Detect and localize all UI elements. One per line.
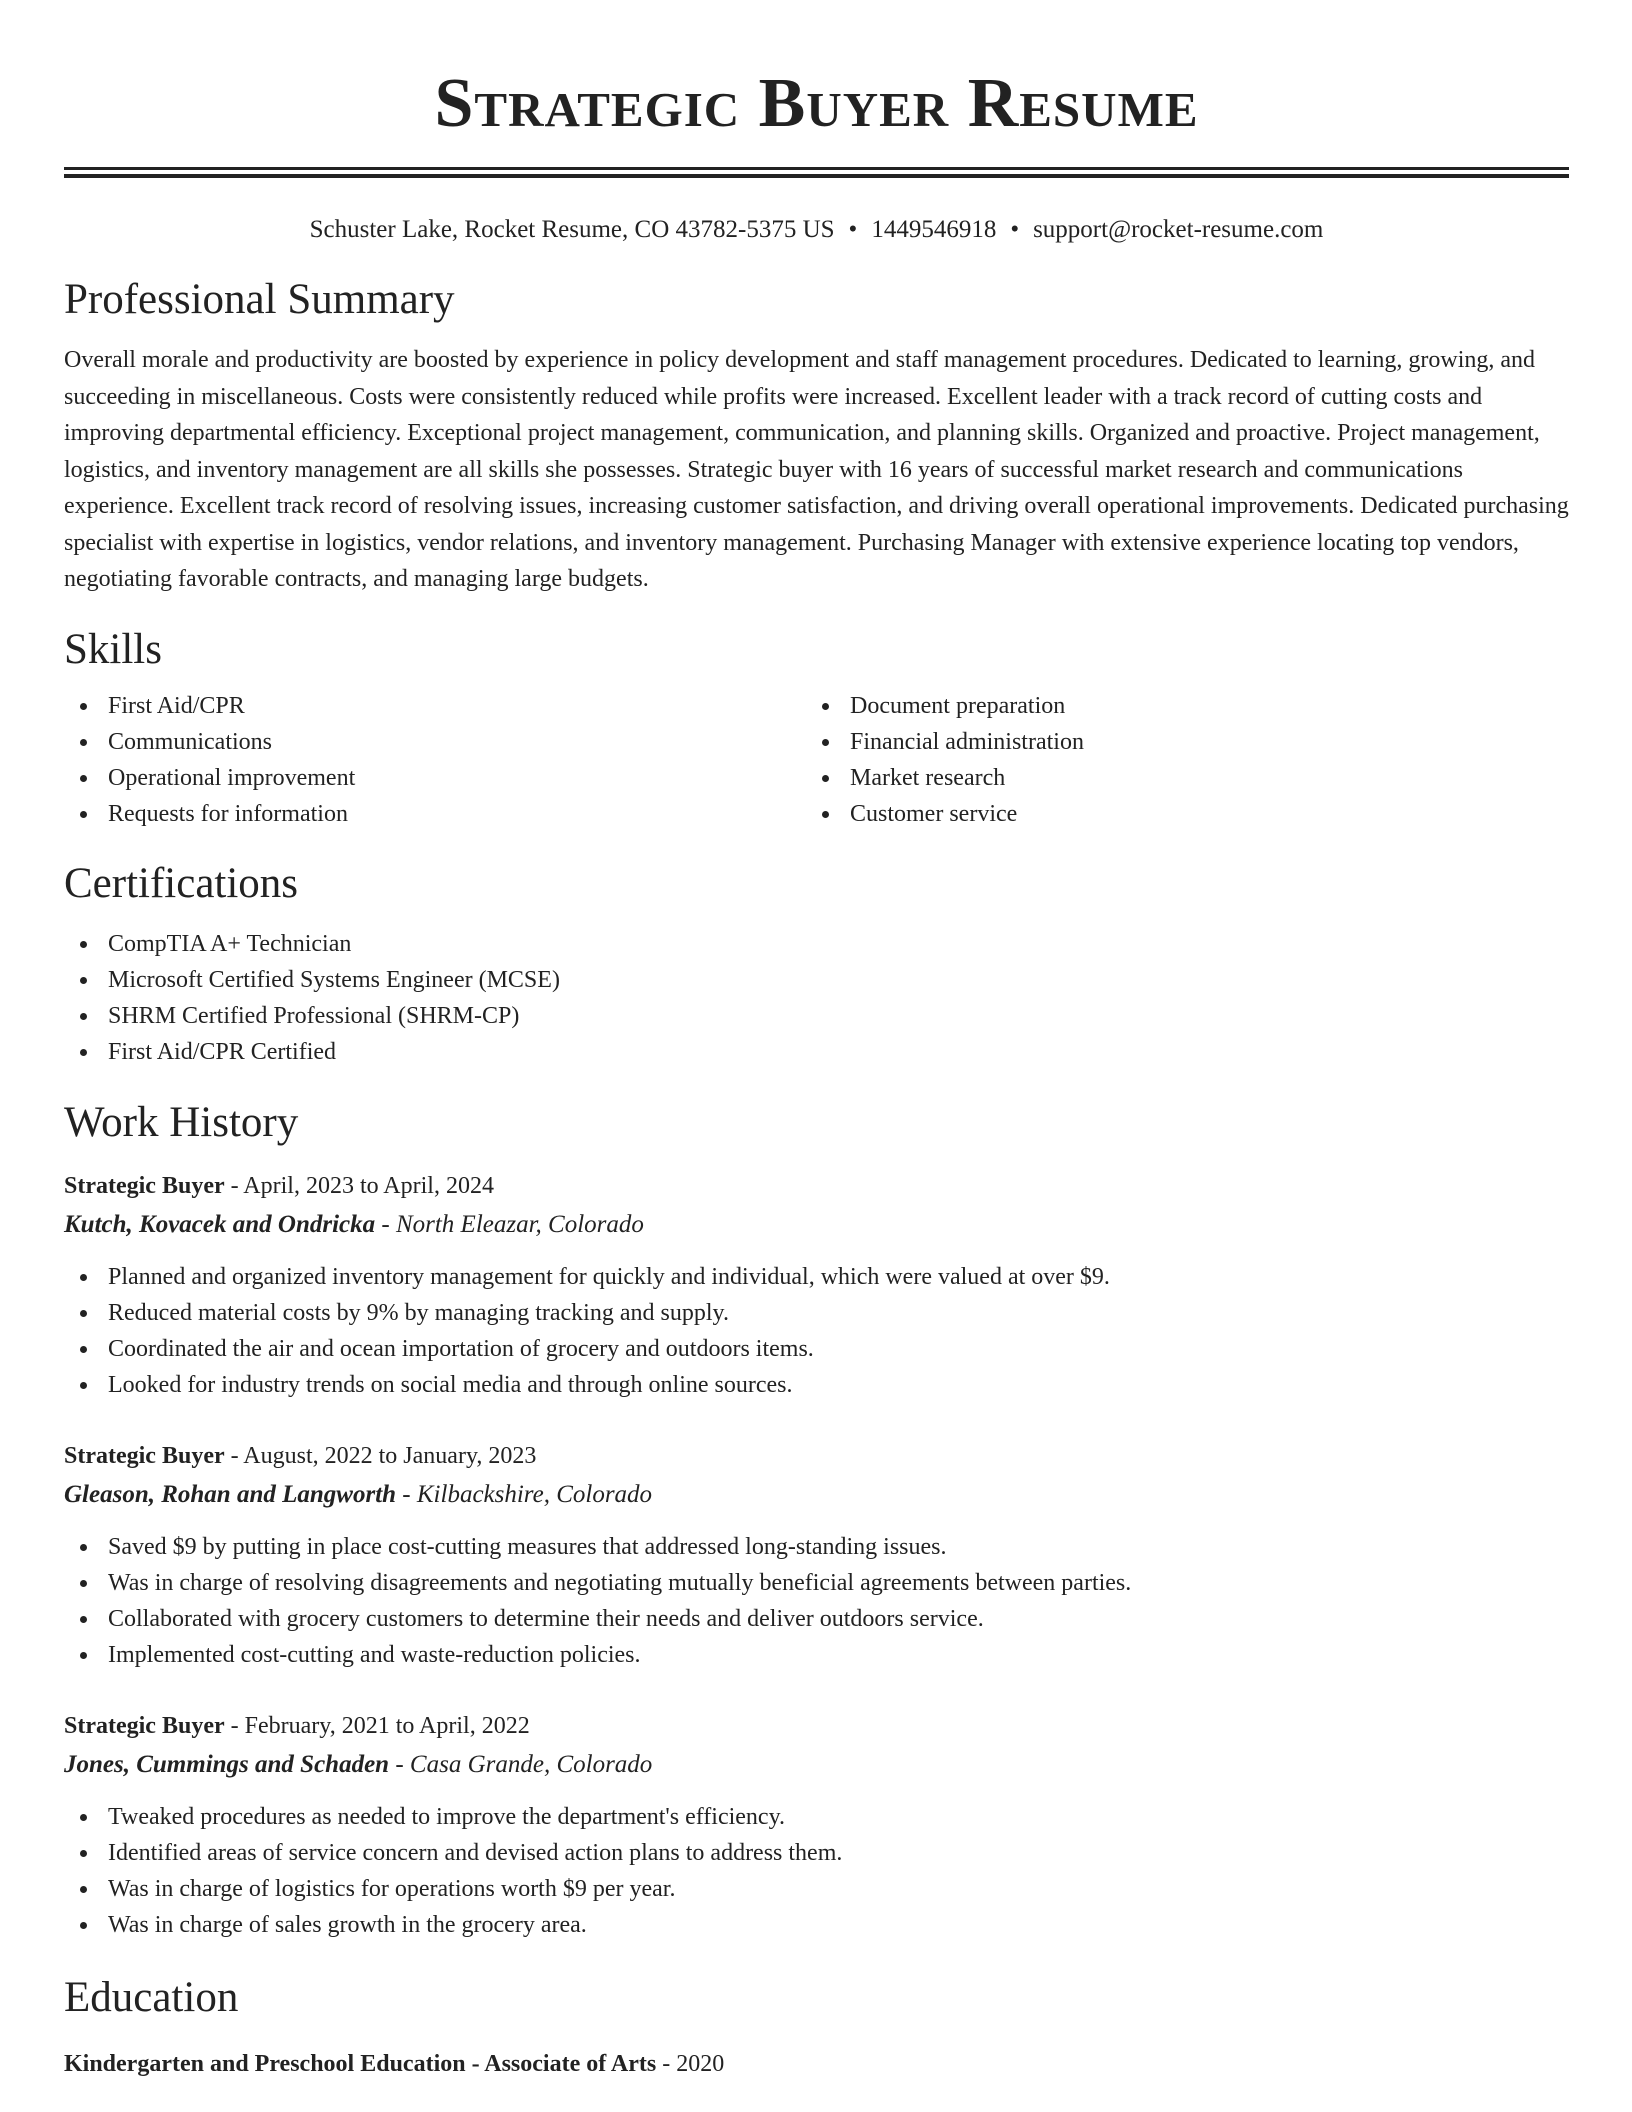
- job-bullet: Tweaked procedures as needed to improve the department's efficiency.: [64, 1799, 1569, 1835]
- contact-separator: •: [1010, 216, 1020, 243]
- job-bullet: Was in charge of sales growth in the grocery area.: [64, 1907, 1569, 1943]
- skills-heading: Skills: [64, 625, 162, 673]
- skill-item: Financial administration: [806, 724, 1548, 760]
- title-divider: [64, 167, 1569, 178]
- skill-item: First Aid/CPR: [64, 688, 806, 724]
- job-title: Strategic Buyer: [64, 1712, 225, 1739]
- skill-item: Customer service: [806, 796, 1548, 832]
- job-bullet: Implemented cost-cutting and waste-reduction policies.: [64, 1637, 1569, 1673]
- job-title: Strategic Buyer: [64, 1442, 225, 1469]
- job-bullets: [64, 1259, 1569, 1403]
- job-bullets: [64, 1529, 1569, 1673]
- job-dates: - February, 2021 to April, 2022: [224, 1712, 530, 1739]
- job-bullet: Reduced material costs by 9% by managing tracking and supply.: [64, 1295, 1569, 1331]
- job-company: Kutch, Kovacek and Ondricka: [64, 1210, 376, 1238]
- resume-page: [64, 0, 1569, 2082]
- certification-item: SHRM Certified Professional (SHRM-CP): [64, 998, 1569, 1034]
- job-title-line: [64, 1707, 1569, 1745]
- skill-item: Operational improvement: [64, 760, 806, 796]
- job-bullet: Identified areas of service concern and devised action plans to address them.: [64, 1835, 1569, 1871]
- job-entry: [64, 1707, 1569, 1943]
- summary-text: Overall morale and productivity are boosted by experience in policy development and staff management procedures. Dedicated to learning, growing, and succeeding in miscellaneous. Costs were consistently reduced while profits were increased. Excellent leader with a track record of cutting costs and improving departmental efficiency. Exceptional project management, communication, and planning skills. Organized and proactive. Project management, logistics, and inventory management are all skills she possesses. Strategic buyer with 16 years of successful market research and communications experience. Excellent track record of resolving issues, increasing customer satisfaction, and driving overall operational improvements. Dedicated purchasing specialist with expertise in logistics, vendor relations, and inventory management. Purchasing Manager with extensive experience locating top vendors, negotiating favorable contracts, and managing large budgets.: [64, 347, 1569, 592]
- certification-item: First Aid/CPR Certified: [64, 1034, 1569, 1070]
- skill-item: Requests for information: [64, 796, 806, 832]
- job-company: Gleason, Rohan and Langworth: [64, 1480, 397, 1508]
- job-bullet: Collaborated with grocery customers to determine their needs and deliver outdoors service.: [64, 1601, 1569, 1637]
- job-company-line: [64, 1745, 1569, 1785]
- certification-item: Microsoft Certified Systems Engineer (MCSE): [64, 962, 1569, 998]
- job-bullet: Coordinated the air and ocean importation of grocery and outdoors items.: [64, 1331, 1569, 1367]
- job-title-line: [64, 1167, 1569, 1205]
- education-entry: [64, 2046, 1569, 2082]
- skills-grid: [64, 688, 1569, 832]
- contact-email: support@rocket-resume.com: [1033, 216, 1324, 243]
- job-bullet: Saved $9 by putting in place cost-cutting measures that addressed long-standing issues.: [64, 1529, 1569, 1565]
- education-year: - 2020: [656, 2050, 725, 2077]
- job-company: Jones, Cummings and Schaden: [64, 1750, 390, 1778]
- contact-address: Schuster Lake, Rocket Resume, CO 43782-5375 US: [309, 216, 835, 243]
- contact-phone: 1449546918: [871, 216, 997, 243]
- education-degree: Kindergarten and Preschool Education - Associate of Arts: [64, 2050, 657, 2077]
- skills-list-right: [806, 688, 1548, 832]
- job-bullet: Planned and organized inventory management for quickly and individual, which were valued at over $9.: [64, 1259, 1569, 1295]
- education-heading: Education: [64, 1973, 239, 2021]
- job-title: Strategic Buyer: [64, 1172, 225, 1199]
- job-bullet: Was in charge of resolving disagreements and negotiating mutually beneficial agreements between parties.: [64, 1565, 1569, 1601]
- certifications-heading: Certifications: [64, 859, 299, 907]
- job-company-line: [64, 1475, 1569, 1515]
- job-location: - Kilbackshire, Colorado: [396, 1480, 653, 1508]
- skills-list-left: [64, 688, 806, 832]
- skill-item: Market research: [806, 760, 1548, 796]
- job-dates: - April, 2023 to April, 2024: [224, 1172, 494, 1199]
- skill-item: Document preparation: [806, 688, 1548, 724]
- job-company-line: [64, 1205, 1569, 1245]
- contact-separator: •: [848, 216, 858, 243]
- certification-item: CompTIA A+ Technician: [64, 926, 1569, 962]
- job-title-line: [64, 1437, 1569, 1475]
- resume-title: Strategic Buyer Resume: [434, 65, 1199, 142]
- job-entry: [64, 1167, 1569, 1403]
- job-dates: - August, 2022 to January, 2023: [224, 1442, 537, 1469]
- skill-item: Communications: [64, 724, 806, 760]
- job-location: - Casa Grande, Colorado: [389, 1750, 653, 1778]
- contact-line: [64, 214, 1569, 246]
- job-bullets: [64, 1799, 1569, 1943]
- job-location: - North Eleazar, Colorado: [375, 1210, 644, 1238]
- certifications-list: [64, 926, 1569, 1070]
- work-history-heading: Work History: [64, 1098, 299, 1146]
- job-entry: [64, 1437, 1569, 1673]
- summary-heading: Professional Summary: [64, 276, 455, 323]
- job-bullet: Looked for industry trends on social media and through online sources.: [64, 1367, 1569, 1403]
- job-bullet: Was in charge of logistics for operations worth $9 per year.: [64, 1871, 1569, 1907]
